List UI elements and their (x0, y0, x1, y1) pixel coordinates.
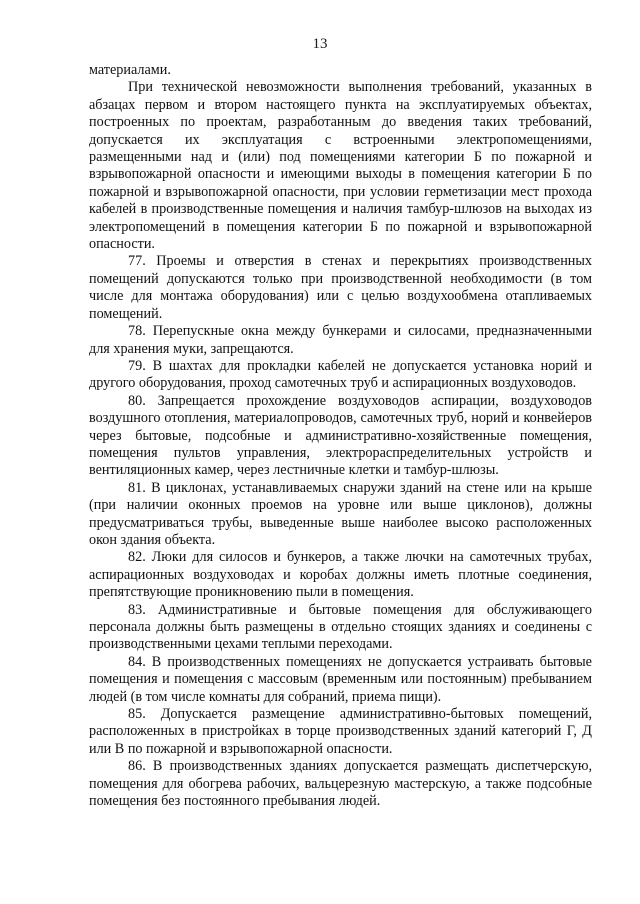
paragraph-85: 85. Допускается размещение административно-бытовых помещений, расположенных в пристройках в торце производственных зданий категорий Г, Д или В по пожарной и взрывопожарной опасности. (89, 706, 592, 757)
paragraph-77: 77. Проемы и отверстия в стенах и перекрытиях производственных помещений допускаются только при производственной необходимости (в том числе для монтажа оборудования) или с целью воздухообмена отапливаемых помещений. (89, 253, 592, 322)
paragraph-86: 86. В производственных зданиях допускается размещать диспетчерскую, помещения для обогрева рабочих, вальцерезную мастерскую, а также подсобные помещения без постоянного пребывания людей. (89, 758, 592, 810)
paragraph-79: 79. В шахтах для прокладки кабелей не допускается установка норий и другого оборудования, проход самотечных труб и аспирационных воздуховодов. (89, 357, 592, 392)
paragraph-84: 84. В производственных помещениях не допускается устраивать бытовые помещения и помещения с массовым (временным или постоянным) пребыванием людей (в том числе комнаты для собраний, приема пищи). (89, 653, 592, 705)
paragraph-82: 82. Люки для силосов и бункеров, а также лючки на самотечных трубах, аспирационных воздуховодах и коробах должны иметь плотные соединения, препятствующие проникновению пыли в помещения. (89, 549, 592, 601)
paragraph-continuation: материалами. (89, 62, 171, 78)
page-number: 13 (312, 36, 328, 52)
paragraph-83: 83. Административные и бытовые помещения для обслуживающего персонала должны быть размещены в отдельно стоящих зданиях и соединены с производственными цехами теплыми переходами. (89, 601, 592, 653)
paragraph-78: 78. Перепускные окна между бункерами и силосами, предназначенными для хранения муки, запрещаются. (89, 323, 592, 357)
paragraph-exception-clause: При технической невозможности выполнения требований, указанных в абзацах первом и втором настоящего пункта на эксплуатируемых объектах, построенных по проектам, разработанным до введения таких требований, допускается их эксплуатация с встроенными электропомещениями, размещенными над и (или) под помещениями категории Б по пожарной и взрывопожарной опасности и имеющими выходы в помещения категории Б по пожарной и взрывопожарной опасности, при условии герметизации мест прохода кабелей в производственные помещения и наличия тамбур-шлюзов на выходах из электропомещений в помещения категории Б по пожарной и взрывопожарной опасности. (89, 79, 592, 253)
paragraph-80: 80. Запрещается прохождение воздуховодов аспирации, воздуховодов воздушного отопления, материалопроводов, самотечных труб, норий и конвейеров через бытовые, подсобные и административно-хозяйственные помещения, помещения пультов управления, электрораспределительных устройств и вентиляционных камер, через лестничные клетки и тамбур-шлюзы. (89, 392, 592, 479)
document-body (89, 62, 592, 810)
paragraph-81: 81. В циклонах, устанавливаемых снаружи зданий на стене или на крыше (при наличии оконных проемов на уровне или выше циклонов), должны предусматриваться трубы, выведенные выше наиболее высоко расположенных окон здания объекта. (89, 479, 592, 548)
